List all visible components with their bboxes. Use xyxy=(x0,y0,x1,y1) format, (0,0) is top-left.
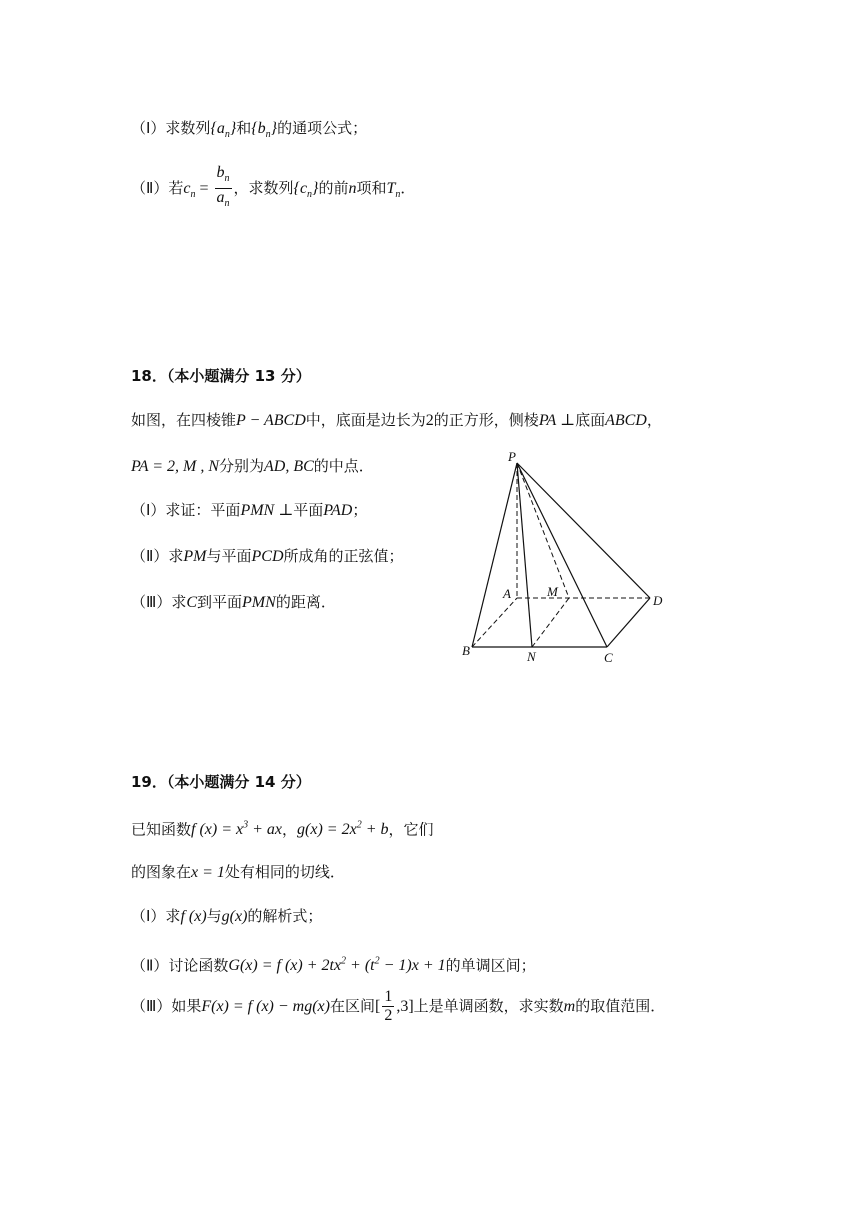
q19-part2: （Ⅱ）讨论函数G(x) = f $(x) + 2tx^2 + (t^2 - 1)x + 1$的单调区间； xyxy=(131,956,536,975)
q19-part1: （Ⅰ）求f (x)与g(x)的解析式； xyxy=(131,907,323,925)
math-g-def: $g(x) = 2x^2 + b$ xyxy=(297,820,389,839)
q18-part2: （Ⅱ）求PM与平面PCD所成角的正弦值； xyxy=(131,547,404,565)
q18-part1: （Ⅰ）求证：平面PMN ⊥平面PAD； xyxy=(131,501,368,519)
math-cs-n: $\{c_n\}$ xyxy=(293,180,319,201)
label-D: D xyxy=(653,593,663,608)
math-T-n: $T_n$ xyxy=(386,180,401,201)
math-a-n: $\{a_n\}$ xyxy=(210,120,237,141)
q19-line2: 的图象在x = 1处有相同的切线． xyxy=(131,863,345,881)
label-N: N xyxy=(527,649,536,664)
label-C: C xyxy=(604,650,613,665)
q17-part1: （Ⅰ）求数列$\{a_n\}$和$\{b_n\}$的通项公式； xyxy=(131,119,368,141)
pyramid-figure xyxy=(452,448,672,668)
q19-heading: 19．（本小题满分 14 分） xyxy=(131,773,311,791)
q18-part3: （Ⅲ）求C到平面PMN的距离． xyxy=(131,593,336,611)
q18-line1: 如图，在四棱锥P − ABCD中，底面是边长为2的正方形，侧棱PA ⊥底面ABCD， xyxy=(131,411,662,429)
label-P: P xyxy=(508,449,516,464)
q18-heading: 18．（本小题满分 13 分） xyxy=(131,367,311,385)
math-b-n: $\{b_n\}$ xyxy=(251,120,278,141)
label-A: A xyxy=(503,586,511,601)
fraction-one-half: $\frac{1}{2}$ xyxy=(384,988,393,1024)
q18-line2: PA = 2, M , N分别为AD, BC的中点． xyxy=(131,457,374,475)
q17-part2: （Ⅱ）若$c_n$ = $\frac{b_n}{a_n}$ ，求数列$\{c_n\}$的前n项和$T_n$． xyxy=(131,164,415,215)
label-B: B xyxy=(462,643,470,658)
q19-part3: （Ⅲ）如果F(x) = f (x) − mg(x)在区间[ $\frac{1}{2}$ ,3]上是单调函数，求实数m的取值范围． xyxy=(131,988,666,1024)
figure-background xyxy=(452,448,672,668)
fraction-bn-over-an: $\frac{b_n}{a_n}$ xyxy=(216,164,230,210)
q19-line1: 已知函数f $(x) = x^3$ + ax，$g(x) = 2x^2 + b$，它们 xyxy=(131,820,434,839)
math-f-def: f $(x) = x^3$ + ax xyxy=(191,820,283,839)
math-c-n: $c_n$ xyxy=(183,180,196,201)
label-M: M xyxy=(547,584,558,599)
math-G-def: G(x) = f $(x) + 2tx^2 + (t^2 - 1)x + 1$ xyxy=(228,956,446,975)
